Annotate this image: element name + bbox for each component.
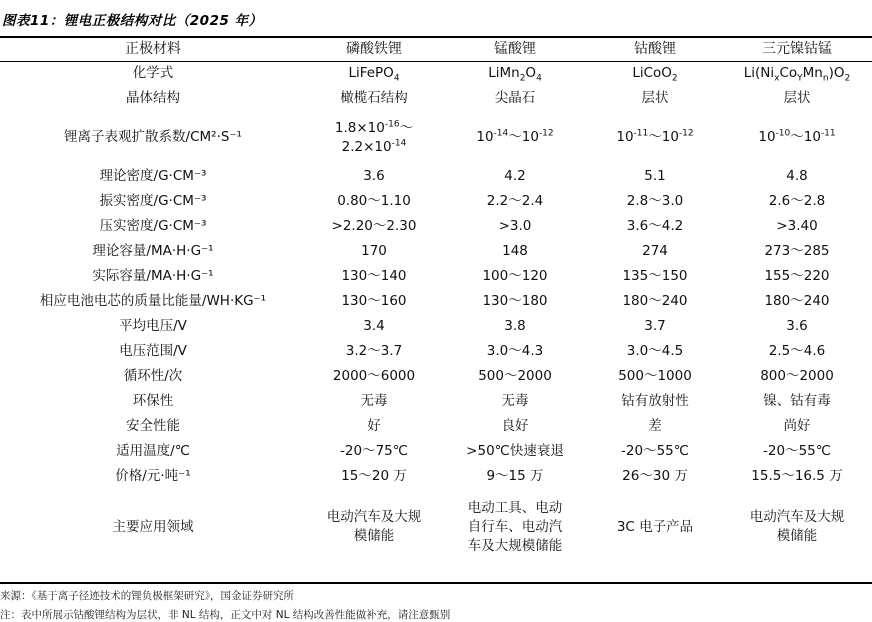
table-cell: 钴有放射性 <box>621 393 689 409</box>
table-row <box>0 239 872 264</box>
diffusion-lmo: $10^{-14}\sim 10^{-12}$ <box>476 128 554 145</box>
header-cell: 锰酸锂 <box>494 40 536 57</box>
table-cell: 130～140 <box>341 268 407 284</box>
row-label: 环保性 <box>132 393 174 409</box>
row-label: 主要应用领域 <box>112 518 194 535</box>
source-note: 来源：《基于离子径迹技术的锂负极框架研究》，国金证券研究所 <box>0 590 294 602</box>
table-cell: 100～120 <box>482 268 548 284</box>
table-cell: 镍、钴有毒 <box>763 393 831 409</box>
table-cell: >50℃快速衰退 <box>466 443 564 459</box>
formula-lfp: LiFePO$_4$ <box>348 65 400 84</box>
table-row <box>0 439 872 464</box>
table-cell: 无毒 <box>501 393 529 409</box>
row-label: 价格/元·吨⁻¹ <box>115 468 191 484</box>
table-cell: 差 <box>648 418 662 434</box>
table-cell: 135～150 <box>622 268 688 284</box>
table-cell: 尚好 <box>783 418 811 434</box>
row-label: 理论密度/G·CM⁻³ <box>99 168 207 184</box>
table-cell: 148 <box>502 243 528 259</box>
application-line: 车及大规模储能 <box>467 537 563 554</box>
application-line: 模储能 <box>776 528 818 544</box>
table-row-diffusion <box>0 111 872 164</box>
row-label: 压实密度/G·CM⁻³ <box>99 218 207 234</box>
row-label: 安全性能 <box>126 418 180 434</box>
table-cell: 3.7 <box>644 318 666 334</box>
row-label: 电压范围/V <box>119 343 187 359</box>
table-row <box>0 414 872 439</box>
row-label: 实际容量/MA·H·G⁻¹ <box>92 268 214 284</box>
row-label: 循环性/次 <box>123 368 183 384</box>
table-cell: 3.6 <box>786 318 808 334</box>
table-cell: 4.2 <box>504 168 526 184</box>
table-row-application <box>0 489 872 565</box>
table-row <box>0 364 872 389</box>
table-cell: 15.5～16.5 万 <box>751 468 843 484</box>
application-line: 自行车、电动汽 <box>467 518 563 535</box>
application-lfp <box>306 489 442 565</box>
table-cell: 2.8～3.0 <box>626 193 684 209</box>
header-cell: 三元镍钴锰 <box>762 40 832 57</box>
table-cell: 0.80～1.10 <box>337 193 411 209</box>
diffusion-lfp: $1.8\times 10^{-16}\sim$ $2.2\times 10^{-14}$ <box>334 119 414 155</box>
table-row <box>0 339 872 364</box>
table-cell: 好 <box>367 418 381 434</box>
table-row-crystal <box>0 86 872 111</box>
table-cell: 5.1 <box>644 168 666 184</box>
table-cell: 800～2000 <box>760 368 834 384</box>
table-cell: -20～55℃ <box>763 443 831 459</box>
table-row-formula <box>0 61 872 86</box>
table-cell: 4.8 <box>786 168 808 184</box>
row-label: 锂离子表观扩散系数/CM²·S⁻¹ <box>64 129 242 145</box>
table-cell: -20～55℃ <box>621 443 689 459</box>
header-row <box>0 37 872 61</box>
table-cell: 130～160 <box>341 293 407 309</box>
row-label: 振实密度/G·CM⁻³ <box>99 193 207 209</box>
application-lmo <box>442 489 588 565</box>
comparison-table <box>0 37 872 565</box>
table-bottom-rule <box>0 582 872 584</box>
row-label: 晶体结构 <box>126 90 180 106</box>
application-line: 3C 电子产品 <box>616 518 694 535</box>
formula-ncm: $Li(Ni_xCo_YMn_n)O_2$ <box>743 65 851 84</box>
diffusion-lco: $10^{-11}\sim 10^{-12}$ <box>616 128 694 145</box>
row-label: 理论容量/MA·H·G⁻¹ <box>92 243 214 259</box>
table-cell: 180～240 <box>622 293 688 309</box>
application-ncm <box>722 489 872 565</box>
table-cell: 130～180 <box>482 293 548 309</box>
table-row <box>0 164 872 189</box>
header-cell: 钴酸锂 <box>634 40 676 57</box>
table-cell: 尖晶石 <box>494 90 536 106</box>
table-cell: 15～20 万 <box>341 468 407 484</box>
figure-title: 图表11：锂电正极结构对比（2025 年） <box>2 13 263 29</box>
table-cell: 26～30 万 <box>622 468 688 484</box>
table-cell: 273～285 <box>764 243 830 259</box>
table-cell: -20～75℃ <box>340 443 408 459</box>
table-cell: 2.2～2.4 <box>486 193 544 209</box>
table-cell: 2.6～2.8 <box>768 193 826 209</box>
table-cell: 500～1000 <box>618 368 692 384</box>
row-label: 相应电池电芯的质量比能量/WH·KG⁻¹ <box>39 293 267 309</box>
formula-lmo: $LiMn_2O_4$ <box>488 65 542 84</box>
table-cell: 9～15 万 <box>486 468 544 484</box>
header-cell: 正极材料 <box>125 40 181 57</box>
table-row <box>0 264 872 289</box>
table-cell: 2000～6000 <box>332 368 416 384</box>
table-cell: 170 <box>361 243 387 259</box>
row-label: 平均电压/V <box>119 318 187 334</box>
table-cell: >3.0 <box>498 218 532 234</box>
row-label: 适用温度/℃ <box>116 443 190 459</box>
application-line: 电动汽车及大规 <box>749 509 845 525</box>
table-cell: 3.4 <box>363 318 385 334</box>
table-row <box>0 189 872 214</box>
application-lco <box>588 489 722 565</box>
table-row <box>0 314 872 339</box>
diffusion-ncm: $10^{-10}\sim 10^{-11}$ <box>758 128 836 145</box>
table-cell: 155～220 <box>764 268 830 284</box>
table-row <box>0 389 872 414</box>
table-cell: 500～2000 <box>478 368 552 384</box>
table-row <box>0 464 872 489</box>
table-cell: 2.5～4.6 <box>768 343 826 359</box>
header-cell: 磷酸铁锂 <box>346 40 402 57</box>
table-row <box>0 289 872 314</box>
table-cell: 良好 <box>501 418 529 434</box>
application-line: 电动汽车及大规 <box>326 509 422 525</box>
table-cell: 层状 <box>783 90 811 106</box>
table-cell: 3.6～4.2 <box>626 218 684 234</box>
table-cell: 3.2～3.7 <box>345 343 403 359</box>
footnote: 注：表中所展示钴酸锂结构为层状，非 NL 结构，正文中对 NL 结构改善性能做补充，请注意甄别 <box>0 609 451 621</box>
table-cell: 层状 <box>641 90 669 106</box>
table-cell: 3.6 <box>363 168 385 184</box>
table-cell: 橄榄石结构 <box>340 90 408 106</box>
formula-lco: LiCoO$_2$ <box>632 65 678 84</box>
row-label: 化学式 <box>132 65 174 81</box>
table-cell: 3.8 <box>504 318 526 334</box>
table-cell: 180～240 <box>764 293 830 309</box>
table-cell: 274 <box>642 243 668 259</box>
table-row <box>0 214 872 239</box>
table-cell: 3.0～4.5 <box>626 343 684 359</box>
table-cell: 3.0～4.3 <box>486 343 544 359</box>
table-cell: 无毒 <box>360 393 388 409</box>
application-line: 模储能 <box>353 528 395 544</box>
table-cell: >3.40 <box>776 218 818 234</box>
table-cell: >2.20～2.30 <box>331 218 417 234</box>
application-line: 电动工具、电动 <box>467 499 563 516</box>
